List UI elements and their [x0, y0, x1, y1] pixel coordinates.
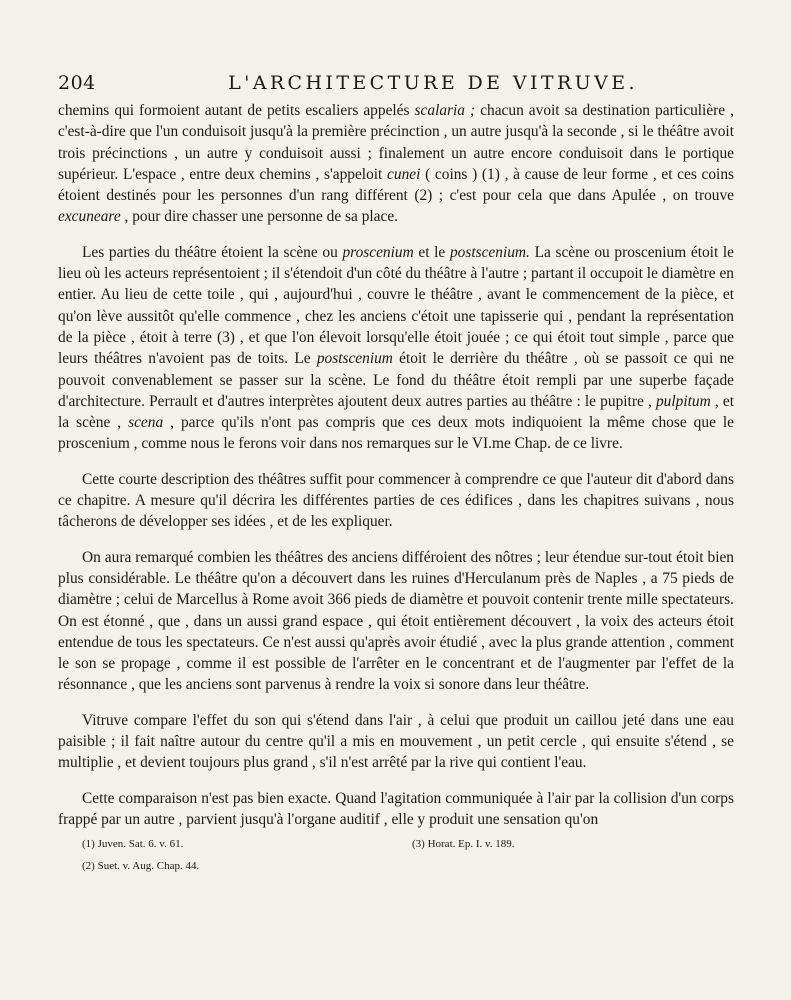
text-run: On aura remarqué combien les théâtres des anciens différoient des nôtres ; leur étendue sur-tout étoit bien plus considérable. Le théâtre qu'on a découvert dans les ruines d'Herculanum près de Naples , a 75 pieds de diamètre ; celui de Marcellus à Rome avoit 366 pieds de diamètre et pouvoit contenir trente mille spectateurs. On est étonné , que , dans un aussi grand espace , qui étoit entièrement découvert , la voix des acteurs étoit entendue de tous les spectateurs. Ce n'est aussi qu'après avoir étudié , avec la plus grande attention , comment le son se propage , comme il est possible de l'arrêter en le concentrant et de l'augmenter par l'effet de la résonnance , que les anciens sont parvenus à rendre la voix si sonore dans leur théâtre. [58, 548, 734, 694]
page-header [58, 68, 738, 98]
text-run: ( coins ) (1) , à cause de leur forme , et ces coins étoient destinés pour les personnes d'un rang différent (2) ; c'est pour cela que dans Apulée , on trouve [58, 165, 735, 205]
paragraph [58, 710, 734, 774]
paragraph [58, 547, 734, 696]
text-run: étoit le derrière du théâtre , où se passoit ce qui ne pouvoit convenablement se passer sur la scène. Le fond du théâtre étoit rempli par une superbe façade d'architecture. Perrault et d'autres interprètes ajoutent deux autres parties au théâtre : le pupitre , [58, 350, 734, 410]
paragraph [58, 788, 734, 831]
paragraph [58, 100, 734, 228]
text-run: , parce qu'ils n'ont pas compris que ces deux mots indiquoient la même chose que le proscenium , comme nous le ferons voir dans nos remarques sur le VI.me Chap. de ce livre. [58, 414, 734, 453]
text-run: Cette comparaison n'est pas bien exacte. Quand l'agitation communiquée à l'air par la collision d'un corps frappé par un autre , parvient jusqu'à l'organe auditif , elle y produit une sensation qu'on [58, 789, 734, 828]
italic-term: scalaria ; [414, 102, 476, 119]
text-run: , pour dire chasser une personne de sa place. [120, 208, 399, 226]
italic-term: proscenium [342, 243, 414, 261]
text-run: chacun avoit sa destination particulière , c'est-à-dire que l'un conduisoit jusqu'à la première précinction , un autre jusqu'à la seconde , si le théâtre avoit trois précinctions , un autre y conduisoit aussi ; finalement un autre encore conduisoit dans le portique supérieur. L'espace , entre deux chemins , s'appeloit [58, 102, 734, 183]
text-run: Les parties du théâtre étoient la scène ou [82, 243, 343, 261]
text-run: Cette courte description des théâtres suffit pour commencer à comprendre ce que l'auteur dit d'abord dans ce chapitre. A mesure qu'il décrira les différentes parties de ces édifices , dans les chapitres suivans , nous tâcherons de développer ses idées , et de les expliquer. [58, 470, 734, 531]
paragraph [58, 242, 734, 455]
text-run: , et la scène , [58, 392, 734, 432]
footnote: (1) Juven. Sat. 6. v. 61. [82, 838, 184, 850]
paragraph [58, 469, 734, 533]
body-text [58, 100, 734, 844]
footnote: (2) Suet. v. Aug. Chap. 44. [82, 860, 200, 872]
page-number: 204 [58, 72, 96, 94]
italic-term: pulpitum [655, 392, 711, 410]
text-run: et le [413, 243, 450, 261]
italic-term: cunei [387, 165, 421, 183]
text-run: chemins qui formoient autant de petits escaliers appelés [58, 102, 415, 119]
italic-term: excuneare [58, 208, 121, 226]
text-run: La scène ou proscenium étoit le lieu où les acteurs représentoient ; il s'étendoit d'un côté du théâtre à l'autre ; partant il occupoit le diamètre en entier. Au lieu de cette toile , qui , aujourd'hui , couvre le théâtre , avant le commencement de la pièce, et qu'on lève aussitôt qu'elle commence , chez les anciens c'étoit une tapisserie qui , pendant la représentation de la pièce , étoit à terre (3) , et que l'on élevoit lorsqu'elle étoit jouée ; ce qui étoit tout simple , parce que leurs théâtres n'avoient pas de toits. Le [58, 243, 735, 368]
italic-term: scena [128, 414, 164, 432]
italic-term: postscenium. [449, 243, 530, 261]
footnotes-right-column [412, 833, 712, 855]
footnote: (3) Horat. Ep. I. v. 189. [412, 838, 515, 850]
footnotes-left-column [82, 833, 382, 877]
italic-term: postscenium [316, 350, 393, 368]
running-title: L'ARCHITECTURE DE VITRUVE. [228, 72, 638, 94]
text-run: Vitruve compare l'effet du son qui s'étend dans l'air , à celui que produit un caillou jeté dans une eau paisible ; il fait naître autour du centre qu'il a mis en mouvement , un petit cercle , qui ensuite s'étend , se multiplie , et devient toujours plus grand , s'il n'est arrêté par la rive qui contient l'eau. [58, 711, 734, 772]
